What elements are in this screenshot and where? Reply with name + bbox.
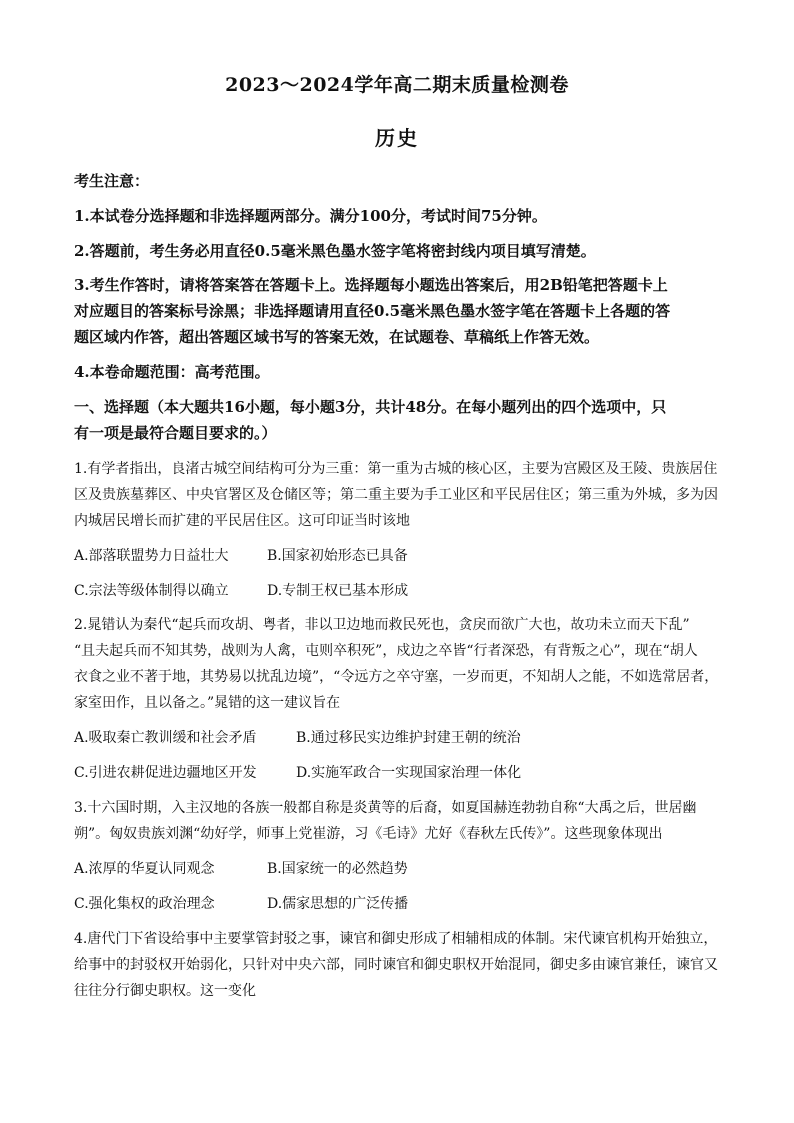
question-2-line-1: 2.晁错认为秦代“起兵而攻胡、粤者，非以卫边地而救民死也，贪戾而欲广大也，故功未立而天下乱” bbox=[74, 617, 690, 633]
question-2-line-2: “且夫起兵而不知其势，战则为人禽，屯则卒积死”，戍边之卒皆“行者深恐，有背叛之心”，现在“胡人 bbox=[74, 643, 698, 659]
question-1-line-1: 1.有学者指出，良渚古城空间结构可分为三重：第一重为古城的核心区，主要为宫殿区及王陵、贵族居住 bbox=[74, 461, 718, 477]
notice-item-3-line-1: 3.考生作答时，请将答案答在答题卡上。选择题每小题选出答案后，用2B铅笔把答题卡上 bbox=[74, 276, 668, 294]
question-3-option-b: B.国家统一的必然趋势 bbox=[267, 861, 408, 877]
question-1-line-2: 区及贵族墓葬区、中央官署区及仓储区等；第二重主要为手工业区和平民居住区；第三重为外城，多为因 bbox=[74, 487, 718, 503]
question-4-line-2: 给事中的封驳权开始弱化，只针对中央六部，同时谏官和御史职权开始混同，御史多由谏官兼任，谏官又 bbox=[74, 957, 718, 973]
question-4-line-1: 4.唐代门下省设给事中主要掌管封驳之事，谏官和御史形成了相辅相成的体制。宋代谏官机构开始独立， bbox=[74, 931, 718, 947]
section-heading-line-1: 一、选择题（本大题共16小题，每小题3分，共计48分。在每小题列出的四个选项中，只 bbox=[74, 398, 667, 416]
question-2-line-4: 家室田作，且以备之。”晁错的这一建议旨在 bbox=[74, 695, 341, 711]
exam-title: 2023～2024学年高二期末质量检测卷 bbox=[225, 74, 569, 96]
question-3-line-1: 3.十六国时期，入主汉地的各族一般都自称是炎黄等的后裔，如夏国赫连勃勃自称“大禹之后，世居幽 bbox=[74, 800, 697, 816]
question-3-option-c: C.强化集权的政治理念 bbox=[74, 896, 215, 912]
question-3-line-2: 朔”。匈奴贵族刘渊“幼好学，师事上党崔游，习《毛诗》尤好《春秋左氏传》”。这些现象体现出 bbox=[74, 826, 663, 842]
notice-heading: 考生注意： bbox=[74, 172, 150, 190]
question-2-option-a: A.吸取秦亡教训缓和社会矛盾 bbox=[74, 730, 257, 746]
section-heading-line-2: 有一项是最符合题目要求的。） bbox=[74, 424, 277, 442]
question-1-line-3: 内城居民增长而扩建的平民居住区。这可印证当时该地 bbox=[74, 513, 410, 529]
question-1-option-a: A.部落联盟势力日益壮大 bbox=[74, 548, 229, 564]
notice-item-3-line-2: 对应题目的答案标号涂黑；非选择题请用直径0.5毫米黑色墨水签字笔在答题卡上各题的答 bbox=[74, 302, 671, 320]
question-2-option-c: C.引进农耕促进边疆地区开发 bbox=[74, 765, 257, 781]
question-1-option-d: D.专制王权已基本形成 bbox=[267, 583, 409, 599]
question-2-option-b: B.通过移民实边维护封建王朝的统治 bbox=[296, 730, 521, 746]
question-1-option-b: B.国家初始形态已具备 bbox=[267, 548, 408, 564]
subject-title: 历史 bbox=[375, 126, 419, 150]
question-2-option-d: D.实施军政合一实现国家治理一体化 bbox=[296, 765, 522, 781]
question-3-option-d: D.儒家思想的广泛传播 bbox=[267, 896, 409, 912]
notice-item-1: 1.本试卷分选择题和非选择题两部分。满分100分，考试时间75分钟。 bbox=[74, 207, 547, 225]
question-4-line-3: 往往分行御史职权。这一变化 bbox=[74, 983, 256, 999]
question-3-option-a: A.浓厚的华夏认同观念 bbox=[74, 861, 215, 877]
notice-item-4: 4.本卷命题范围：高考范围。 bbox=[74, 363, 270, 381]
notice-item-3-line-3: 题区域内作答，超出答题区域书写的答案无效，在试题卷、草稿纸上作答无效。 bbox=[74, 328, 600, 346]
question-1-option-c: C.宗法等级体制得以确立 bbox=[74, 583, 229, 599]
question-2-line-3: 衣食之业不著于地，其势易以扰乱边境”，“令远方之卒守塞，一岁而更，不知胡人之能，不如选常居者， bbox=[74, 669, 719, 685]
notice-item-2: 2.答题前，考生务必用直径0.5毫米黑色墨水签字笔将密封线内项目填写清楚。 bbox=[74, 242, 596, 260]
